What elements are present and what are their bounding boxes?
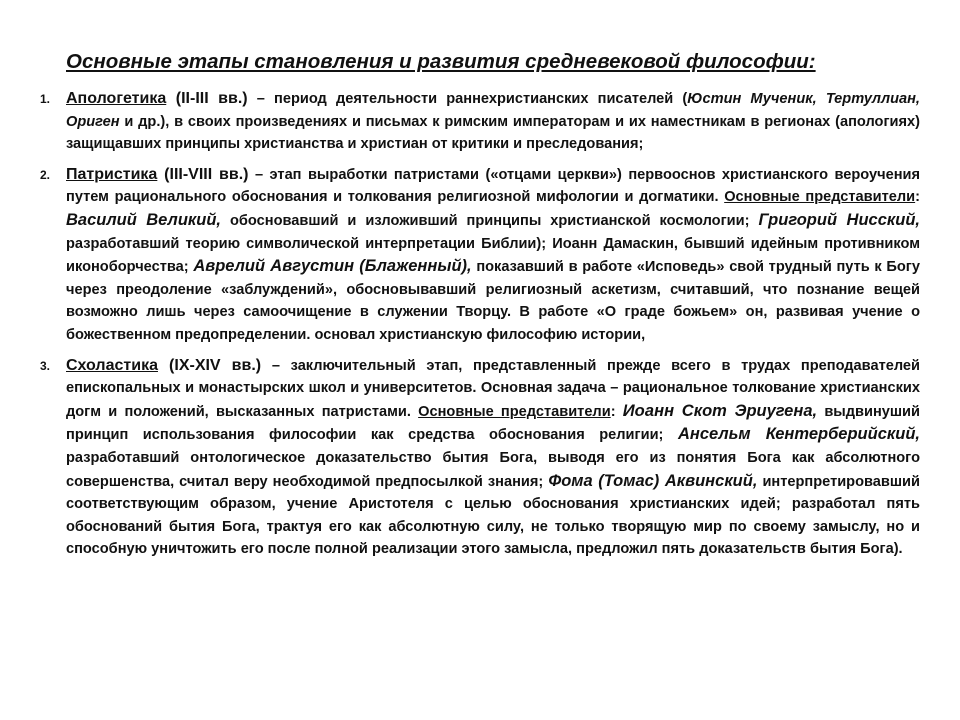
slide-title: Основные этапы становления и развития средневековой философии: <box>66 50 816 73</box>
representatives-names: Юстин Мученик, Тертуллиан, Ориген <box>66 91 920 130</box>
stage-term: Схоластика <box>66 356 158 374</box>
representatives-label: Основные представители <box>418 403 611 420</box>
stage-text: – заключительный этап, представленный прежде всего в трудах преподавателей епископальных и монастырских школ и университетов. Основная задача – рациональное толкование христианских догм и положений, высказанных патристами. <box>66 357 920 420</box>
representative-desc: показавший в работе «Исповедь» свой трудный путь к Богу через преодоление «заблуждений», обосновывавший религиозный аскетизм, считавший, что познание вещей возможно лишь через самоочищение в служении Творцу. В работе «О граде божьем» он, развивая учение о божественном предопределении. основал христианскую философию истории, <box>66 259 921 343</box>
representative-name: Аврелий Августин (Блаженный), <box>193 257 472 276</box>
representative-desc: разработавший теорию символической интерпретации Библии); Иоанн Дамаскин, бывший идейным противником иконоборчества; <box>66 235 920 276</box>
representative-desc: разработавший онтологическое доказательство бытия Бога, выводя его из понятия Бога как абсолютного совершенства, считал веру необходимой предпосылкой знания; <box>66 449 920 490</box>
stage-period: (III-VIII вв.) <box>157 165 249 183</box>
representative-name: Ансельм Кентерберийский, <box>677 425 920 444</box>
item-text <box>66 88 920 156</box>
stage-text: – период деятельности раннехристианских писателей ( <box>247 91 688 107</box>
representatives-label: Основные представители <box>724 189 916 206</box>
stage-text: и др.), в своих произведениях и письмах к римским императорам и их наместникам в регионах (апологиях) защищавших принципы христианства и христиан от критики и преследования; <box>66 113 920 153</box>
representative-desc: выдвинуший принцип использования философии как средства обоснования религии; <box>66 403 921 444</box>
stage-period: (IX-XIV вв.) <box>157 356 262 374</box>
representative-name: Иоанн Скот Эриугена, <box>622 401 818 420</box>
representative-desc: интерпретировавший соответствующим образом, учение Аристотеля с целью обоснования христианских идей; разработал пять обоснований бытия Бога, трактуя его как абсолютную силу, не только творящую мир по своему замыслу, но и способную уничтожить его после полной реализации этого замысла, предложил пять доказательств бытия Бога). <box>66 473 920 558</box>
stages-list <box>40 88 920 561</box>
stage-term: Апологетика <box>66 90 167 107</box>
stage-text: – этап выработки патристами («отцами церкви») первооснов христианского вероучения путем рационального обоснования и толкования религиозной мифологии и догматики. <box>66 166 920 206</box>
stage-term: Патристика <box>66 165 158 183</box>
list-item-scholasticism <box>40 355 920 561</box>
list-item-apologetics <box>40 88 920 156</box>
representative-desc: обосновавший и изложивший принципы христианской космологии; <box>221 212 759 229</box>
item-number: 3. <box>40 358 51 373</box>
stage-period: (II-III вв.) <box>166 90 248 107</box>
item-text <box>66 355 920 561</box>
colon: : <box>915 189 920 206</box>
representative-name: Василий Великий, <box>66 210 222 229</box>
item-text <box>66 164 920 347</box>
item-number: 2. <box>40 167 51 182</box>
item-number: 1. <box>40 92 51 106</box>
colon: : <box>610 403 623 420</box>
list-item-patristics <box>40 164 920 347</box>
representative-name: Фома (Томас) Аквинский, <box>548 471 758 490</box>
representative-name: Григорий Нисский, <box>758 210 920 229</box>
